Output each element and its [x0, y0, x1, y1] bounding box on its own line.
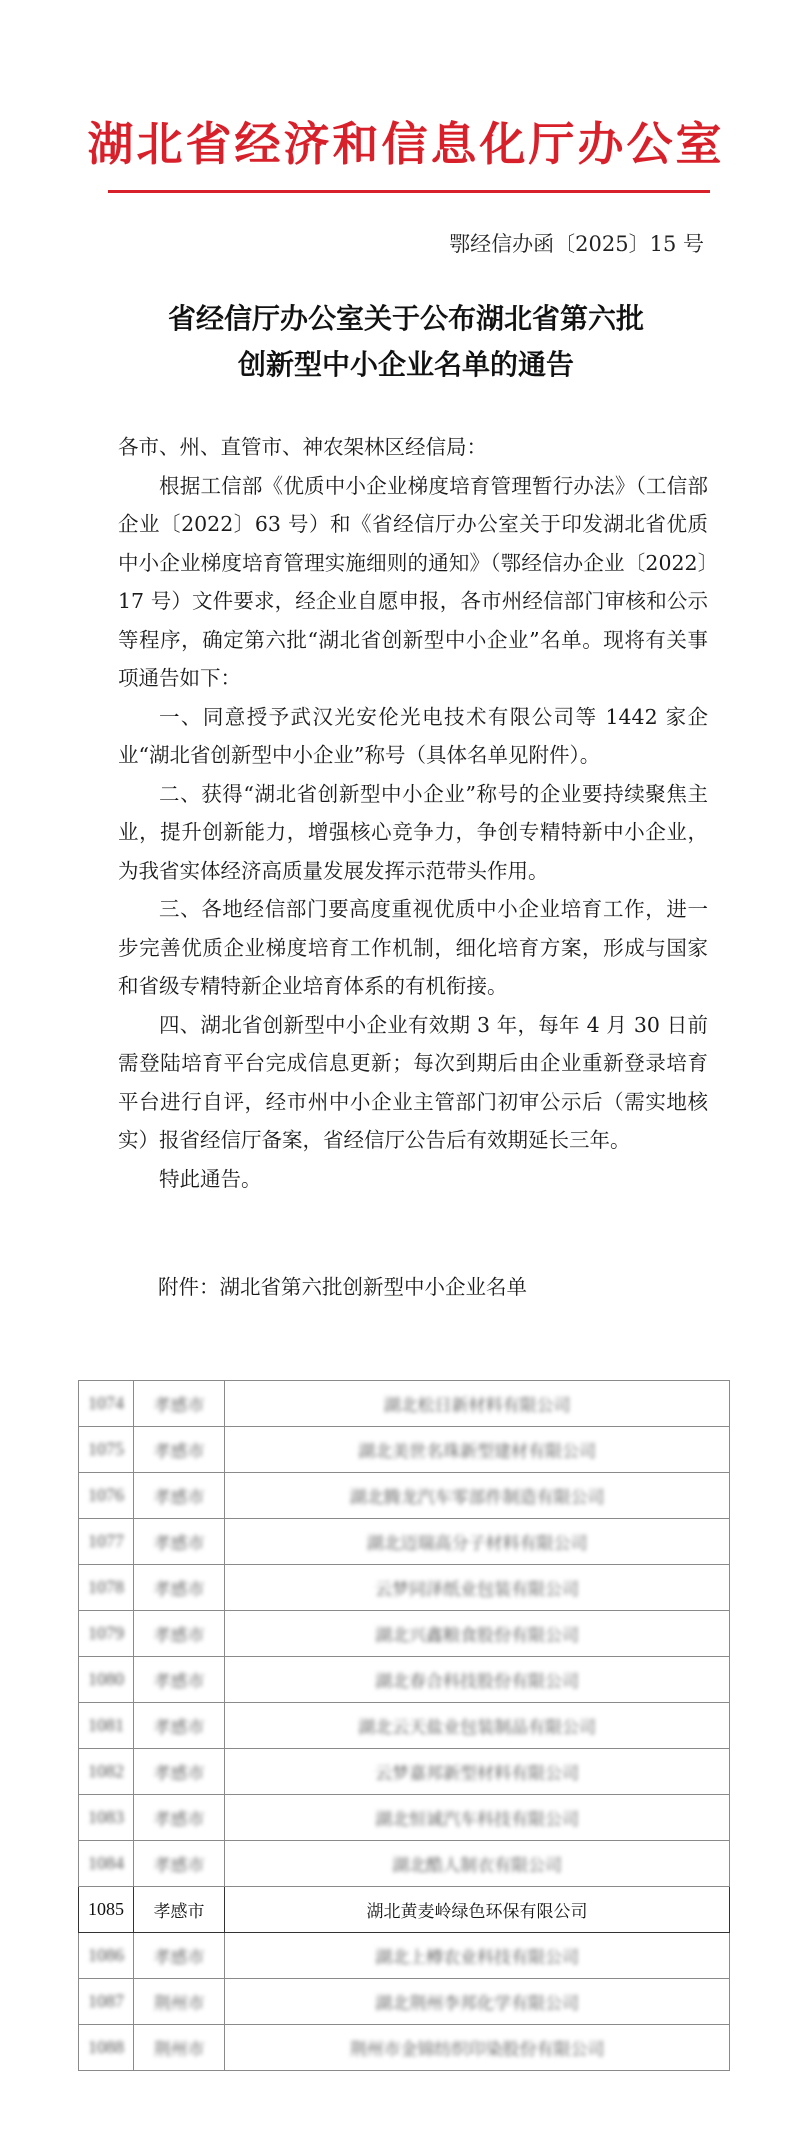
table-row: [79, 1749, 730, 1795]
row-city: 孝感市: [134, 1519, 225, 1565]
paragraph-item-3: 三、各地经信部门要高度重视优质中小企业培育工作，进一步完善优质企业梯度培育工作机制，细化培育方案，形成与国家和省级专精特新企业培育体系的有机衔接。: [118, 897, 708, 998]
row-number: 1079: [79, 1611, 134, 1657]
row-city: 孝感市: [134, 1427, 225, 1473]
notice-title: [0, 296, 812, 388]
row-city: 孝感市: [134, 1703, 225, 1749]
table-row: [79, 1979, 730, 2025]
table-row: [79, 1795, 730, 1841]
row-city: 荆州市: [134, 2025, 225, 2071]
paragraph-item-4: 四、湖北省创新型中小企业有效期 3 年，每年 4 月 30 日前需登陆培育平台完成信息更新；每次到期后由企业重新登录培育平台进行自评，经市州中小企业主管部门初审公示后（需实地核实）报省经信厅备案，省经信厅公告后有效期延长三年。: [118, 1012, 708, 1152]
notice-body: [118, 428, 708, 1198]
row-company-name: 湖北上樽农业科技有限公司: [225, 1933, 730, 1979]
row-company-name: 湖北荆州李邦化学有限公司: [225, 1979, 730, 2025]
row-city: 孝感市: [134, 1749, 225, 1795]
row-number: 1080: [79, 1657, 134, 1703]
row-company-name: 湖北兴鑫粮食股份有限公司: [225, 1611, 730, 1657]
row-city: 孝感市: [134, 1841, 225, 1887]
notice-title-line-2: 创新型中小企业名单的通告: [237, 348, 574, 381]
salutation: 各市、州、直管市、神农架林区经信局：: [118, 435, 487, 459]
row-company-name: 湖北黄麦岭绿色环保有限公司: [225, 1887, 730, 1933]
row-company-name: 云梦同泽纸业包装有限公司: [225, 1565, 730, 1611]
company-list-table: [78, 1380, 730, 2071]
paragraph-item-1: 一、同意授予武汉光安伦光电技术有限公司等 1442 家企业“湖北省创新型中小企业”称号（具体名单见附件）。: [118, 704, 708, 767]
table-row: [79, 1473, 730, 1519]
table-row: [79, 1657, 730, 1703]
row-number: 1077: [79, 1519, 134, 1565]
table-row: [79, 1381, 730, 1427]
row-number: 1082: [79, 1749, 134, 1795]
table-row: [79, 1565, 730, 1611]
row-number: 1083: [79, 1795, 134, 1841]
row-company-name: 湖北春合科技股份有限公司: [225, 1657, 730, 1703]
notice-title-line-1: 省经信厅办公室关于公布湖北省第六批: [167, 302, 644, 335]
row-city: 孝感市: [134, 1381, 225, 1427]
table-row: [79, 1519, 730, 1565]
row-number: 1084: [79, 1841, 134, 1887]
table-row: [79, 1887, 730, 1933]
paragraph-item-2: 二、获得“湖北省创新型中小企业”称号的企业要持续聚焦主业，提升创新能力，增强核心竞争力，争创专精特新中小企业，为我省实体经济高质量发展发挥示范带头作用。: [118, 781, 708, 883]
row-city: 孝感市: [134, 1473, 225, 1519]
closing-line: 特此通告。: [159, 1166, 262, 1191]
row-company-name: 湖北迈瑞高分子材料有限公司: [225, 1519, 730, 1565]
table-row: [79, 1841, 730, 1887]
document-number: 鄂经信办函〔2025〕15 号: [449, 232, 704, 256]
row-company-name: 湖北云天盐业包装制品有限公司: [225, 1703, 730, 1749]
row-number: 1078: [79, 1565, 134, 1611]
issuer-title: 湖北省经济和信息化厅办公室: [87, 117, 725, 171]
row-city: 荆州市: [134, 1979, 225, 2025]
table-row: [79, 1933, 730, 1979]
paragraph-basis: 根据工信部《优质中小企业梯度培育管理暂行办法》（工信部企业〔2022〕63 号）和《省经信厅办公室关于印发湖北省优质中小企业梯度培育管理实施细则的通知》（鄂经信办企业〔2022〕17 号）文件要求，经企业自愿申报，各市州经信部门审核和公示等程序，确定第六批“湖北省创新型中小企业”名单。现将有关事项通告如下：: [118, 473, 708, 690]
row-company-name: 湖北腾龙汽车零部件制造有限公司: [225, 1473, 730, 1519]
row-company-name: 湖北恒诚汽车科技有限公司: [225, 1795, 730, 1841]
row-company-name: 云梦嘉邦新型材料有限公司: [225, 1749, 730, 1795]
row-number: 1074: [79, 1381, 134, 1427]
row-city: 孝感市: [134, 1933, 225, 1979]
row-number: 1087: [79, 1979, 134, 2025]
row-company-name: 湖北松日新材料有限公司: [225, 1381, 730, 1427]
attachment-label: 附件：湖北省第六批创新型中小企业名单: [158, 1275, 527, 1299]
row-city: 孝感市: [134, 1795, 225, 1841]
row-number: 1086: [79, 1933, 134, 1979]
table-row: [79, 1611, 730, 1657]
row-number: 1076: [79, 1473, 134, 1519]
table-row: [79, 1427, 730, 1473]
table-row: [79, 1703, 730, 1749]
row-number: 1081: [79, 1703, 134, 1749]
row-city: 孝感市: [134, 1657, 225, 1703]
row-number: 1075: [79, 1427, 134, 1473]
row-city: 孝感市: [134, 1611, 225, 1657]
row-company-name: 荆州市金锦纺织印染股份有限公司: [225, 2025, 730, 2071]
row-city: 孝感市: [134, 1887, 225, 1933]
table-row: [79, 2025, 730, 2071]
row-company-name: 湖北美世名珠新型建材有限公司: [225, 1427, 730, 1473]
row-number: 1088: [79, 2025, 134, 2071]
header-red-rule: [108, 190, 710, 193]
row-city: 孝感市: [134, 1565, 225, 1611]
row-number: 1085: [79, 1887, 134, 1933]
row-company-name: 湖北酷人制衣有限公司: [225, 1841, 730, 1887]
